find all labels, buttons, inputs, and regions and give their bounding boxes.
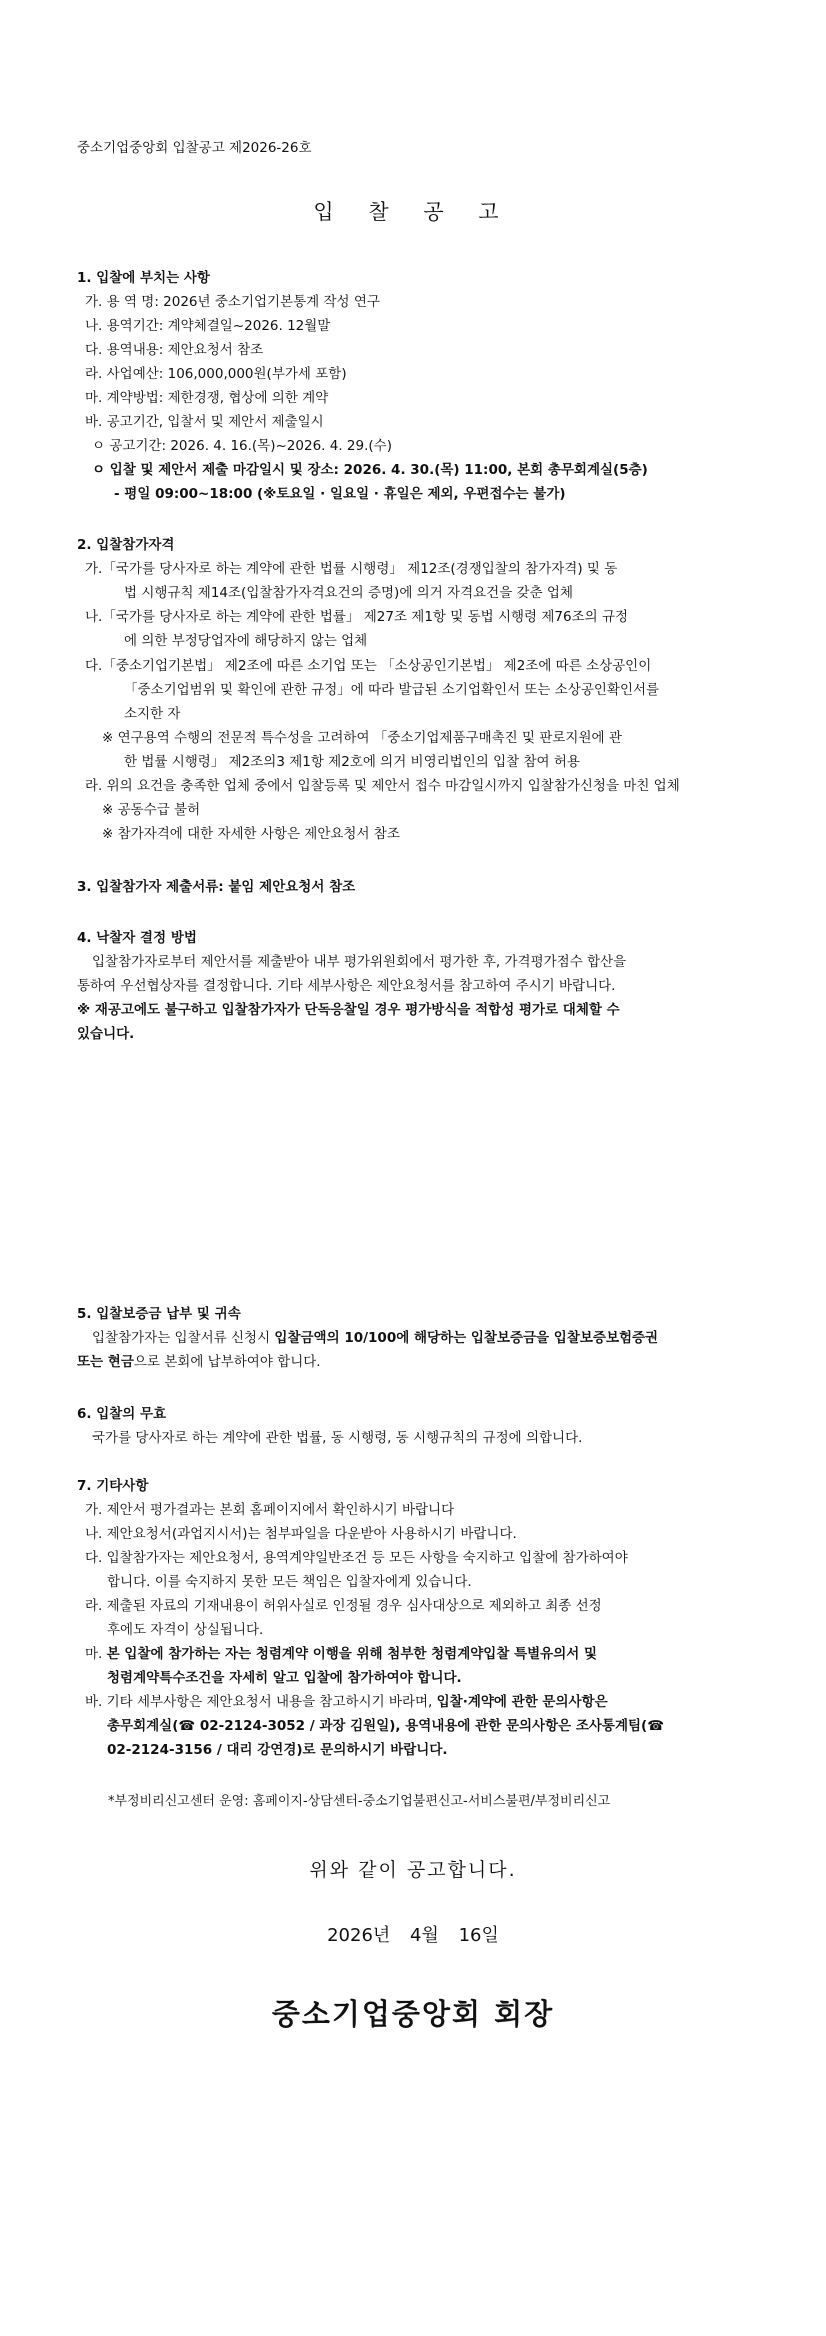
s5-line bbox=[92, 1328, 658, 1348]
s7-line bbox=[85, 1644, 597, 1664]
s2-note-line: ※ 공동수급 불허 bbox=[102, 802, 201, 818]
s1-line: 라. 사업예산: 106,000,000원(부가세 포함) bbox=[85, 366, 347, 382]
section-5-heading: 5. 입찰보증금 납부 및 귀속 bbox=[77, 1306, 241, 1322]
s1-line: ㅇ 공고기간: 2026. 4. 16.(목)~2026. 4. 29.(수) bbox=[92, 438, 392, 454]
s2-line: 가.「국가를 당사자로 하는 계약에 관한 법률 시행령」 제12조(경쟁입찰의 참가자격) 및 동 bbox=[85, 561, 618, 577]
s5-line bbox=[77, 1352, 321, 1372]
doc-number: 중소기업중앙회 입찰공고 제2026-26호 bbox=[77, 140, 312, 156]
s4-note-line: ※ 재공고에도 불구하고 입찰참가자가 단독응찰일 경우 평가방식을 적합성 평가로 대체할 수 bbox=[77, 1002, 620, 1018]
section-2-heading: 2. 입찰참가자격 bbox=[77, 537, 175, 553]
s1-deadline-line: ㅇ 입찰 및 제안서 제출 마감일시 및 장소: 2026. 4. 30.(목) 11:00, 본회 총무회계실(5층) bbox=[92, 462, 648, 478]
s7-line: 합니다. 이를 숙지하지 못한 모든 책임은 입찰자에게 있습니다. bbox=[107, 1574, 472, 1590]
section-3-heading: 3. 입찰참가자 제출서류: 붙임 제안요청서 참조 bbox=[77, 879, 356, 895]
s2-line: 에 의한 부정당업자에 해당하지 않는 업체 bbox=[124, 633, 368, 649]
s7-line: 나. 제안요청서(과업지시서)는 첨부파일을 다운받아 사용하시기 바랍니다. bbox=[85, 1526, 517, 1542]
s2-line: 소지한 자 bbox=[124, 706, 181, 722]
s4-note-line: 있습니다. bbox=[77, 1026, 135, 1042]
s7-emphasis: 입찰·계약에 관한 문의사항은 bbox=[436, 1694, 608, 1710]
s7-line bbox=[85, 1692, 608, 1712]
s2-note-line: 한 법률 시행령」 제2조의3 제1항 제2호에 의거 비영리법인의 입찰 참여 허용 bbox=[124, 754, 580, 770]
s2-note-line: ※ 참가자격에 대한 자세한 사항은 제안요청서 참조 bbox=[102, 826, 400, 842]
section-1-heading: 1. 입찰에 부치는 사항 bbox=[77, 270, 210, 286]
s1-line: 마. 계약방법: 제한경쟁, 협상에 의한 계약 bbox=[85, 390, 329, 406]
s4-line: 입찰참가자로부터 제안서를 제출받아 내부 평가위원회에서 평가한 후, 가격평가점수 합산을 bbox=[92, 954, 627, 970]
s7-contact-line: 02-2124-3156 / 대리 강연경)로 문의하시기 바랍니다. bbox=[107, 1742, 448, 1758]
s2-line: 라. 위의 요건을 충족한 업체 중에서 입찰등록 및 제안서 접수 마감일시까지 입찰참가신청을 마친 업체 bbox=[85, 778, 680, 794]
s7-line: 다. 입찰참가자는 제안요청서, 용역계약일반조건 등 모든 사항을 숙지하고 입찰에 참가하여야 bbox=[85, 1550, 628, 1566]
s7-text: 바. 기타 세부사항은 제안요청서 내용을 참고하시기 바라며, bbox=[85, 1694, 437, 1710]
s2-line: 「중소기업범위 및 확인에 관한 규정」에 따라 발급된 소기업확인서 또는 소상공인확인서를 bbox=[124, 682, 660, 698]
s1-line: 나. 용역기간: 계약체결일~2026. 12월말 bbox=[85, 318, 331, 334]
corruption-report-notice: *부정비리신고센터 운영: 홈페이지-상담센터-중소기업불편신고-서비스불편/부정비리신고 bbox=[108, 1794, 611, 1809]
s2-line: 법 시행규칙 제14조(입찰참가자격요건의 증명)에 의거 자격요건을 갖춘 업체 bbox=[124, 585, 573, 601]
s5-text: 입찰참가자는 입찰서류 신청시 bbox=[92, 1330, 275, 1346]
section-7-heading: 7. 기타사항 bbox=[77, 1478, 149, 1494]
s4-line: 통하여 우선협상자를 결정합니다. 기타 세부사항은 제안요청서를 참고하여 주시기 바랍니다. bbox=[77, 978, 616, 994]
s1-line: 다. 용역내용: 제안요청서 참조 bbox=[85, 342, 264, 358]
s7-line: 가. 제안서 평가결과는 본회 홈페이지에서 확인하시기 바랍니다 bbox=[85, 1502, 455, 1518]
s7-emphasis: 본 입찰에 참가하는 자는 청렴계약 이행을 위해 첨부한 청렴계약입찰 특별유의서 및 bbox=[106, 1646, 598, 1662]
section-4-heading: 4. 낙찰자 결정 방법 bbox=[77, 930, 197, 946]
s5-emphasis: 또는 현금 bbox=[77, 1354, 134, 1370]
s7-text: 마. bbox=[85, 1646, 107, 1662]
s1-line: 바. 공고기간, 입찰서 및 제안서 제출일시 bbox=[85, 414, 324, 430]
page-title: 입 찰 공 고 bbox=[313, 200, 513, 224]
s1-line: 가. 용 역 명: 2026년 중소기업기본통계 작성 연구 bbox=[85, 294, 380, 310]
s5-emphasis: 입찰금액의 10/100에 해당하는 입찰보증금을 입찰보증보험증권 bbox=[274, 1330, 659, 1346]
s5-text: 으로 본회에 납부하여야 합니다. bbox=[133, 1354, 321, 1370]
closing-statement: 위와 같이 공고합니다. bbox=[309, 1859, 517, 1881]
announcement-date: 2026년 4월 16일 bbox=[327, 1925, 499, 1946]
signature: 중소기업중앙회 회장 bbox=[271, 1997, 555, 2031]
s7-contact-line: 총무회계실(☎ 02-2124-3052 / 과장 김원일), 용역내용에 관한 문의사항은 조사통계팀(☎ bbox=[107, 1718, 665, 1734]
s7-line: 라. 제출된 자료의 기재내용이 허위사실로 인정될 경우 심사대상으로 제외하고 최종 선정 bbox=[85, 1598, 602, 1614]
s6-line: 국가를 당사자로 하는 계약에 관한 법률, 동 시행령, 동 시행규칙의 규정에 의합니다. bbox=[92, 1430, 583, 1446]
s1-hours-line: - 평일 09:00~18:00 (※토요일 · 일요일 · 휴일은 제외, 우편접수는 불가) bbox=[114, 486, 566, 502]
s2-line: 다.「중소기업기본법」 제2조에 따른 소기업 또는 「소상공인기본법」 제2조에 따른 소상공인이 bbox=[85, 658, 652, 674]
s7-line: 청렴계약특수조건을 자세히 알고 입찰에 참가하여야 합니다. bbox=[107, 1670, 462, 1686]
s2-note-line: ※ 연구용역 수행의 전문적 특수성을 고려하여 「중소기업제품구매촉진 및 판로지원에 관 bbox=[102, 730, 622, 746]
s2-line: 나.「국가를 당사자로 하는 계약에 관한 법률」 제27조 제1항 및 동법 시행령 제76조의 규정 bbox=[85, 609, 629, 625]
s7-line: 후에도 자격이 상실됩니다. bbox=[107, 1622, 264, 1638]
section-6-heading: 6. 입찰의 무효 bbox=[77, 1406, 167, 1422]
